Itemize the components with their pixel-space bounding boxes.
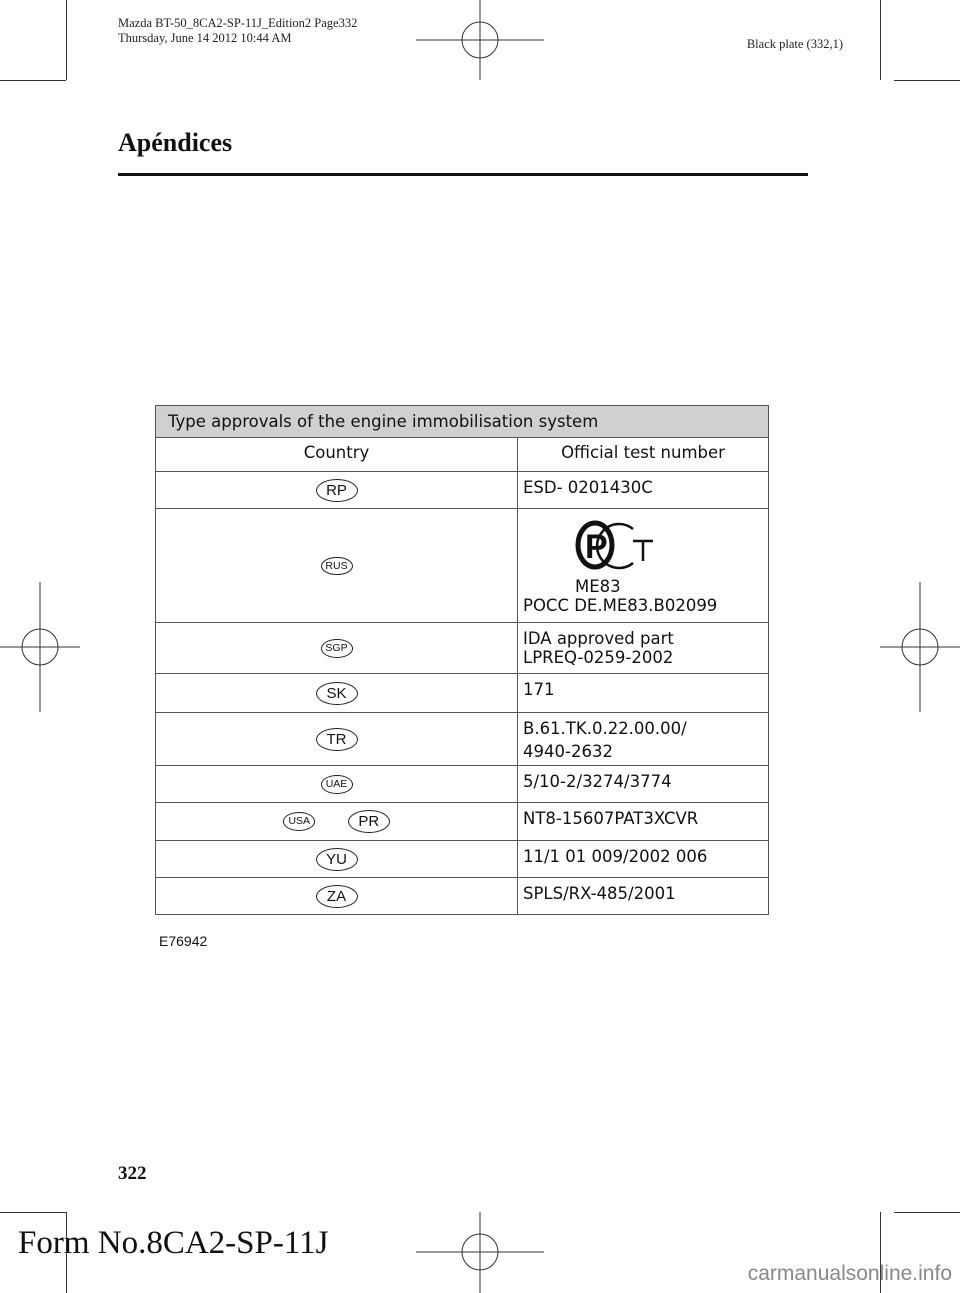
form-number: Form No.8CA2-SP-11J — [18, 1225, 329, 1261]
test-number: LPREQ-0259-2002 — [523, 648, 674, 667]
table-row — [156, 766, 769, 803]
country-code-badge: SGP — [321, 639, 353, 658]
page-number: 322 — [118, 1163, 147, 1184]
test-number: 11/1 01 009/2002 006 — [523, 847, 708, 866]
country-code-badge: RP — [316, 479, 358, 502]
plate-label: Black plate (332,1) — [746, 37, 843, 51]
test-number: POCC DE.ME83.B02099 — [523, 596, 718, 615]
section-title: Apéndices — [118, 128, 233, 157]
table-row — [156, 878, 769, 915]
figure-id: E76942 — [159, 933, 208, 949]
test-number: ESD- 0201430C — [523, 478, 653, 497]
crop-mark — [0, 1212, 66, 1213]
test-number: ME83 — [575, 577, 621, 596]
table-row — [156, 713, 769, 766]
print-info-line1: Mazda BT-50_8CA2-SP-11J_Edition2 Page332 — [118, 16, 358, 30]
type-approval-table — [155, 405, 769, 915]
test-number: NT8-15607PAT3XCVR — [523, 809, 699, 828]
gost-mark-letter: P — [585, 528, 608, 566]
country-code-badge: TR — [316, 728, 358, 751]
country-code-badge: ZA — [316, 885, 358, 908]
table-row — [156, 674, 769, 713]
country-code-badge: RUS — [321, 557, 353, 576]
test-number: 5/10-2/3274/3774 — [523, 772, 672, 791]
country-code-badge: USA — [283, 812, 315, 831]
print-info-line2: Thursday, June 14 2012 10:44 AM — [118, 31, 292, 45]
test-number: 4940-2632 — [523, 742, 613, 761]
test-number: 171 — [523, 680, 555, 699]
column-header-test-number: Official test number — [518, 438, 769, 472]
crop-mark — [880, 0, 881, 80]
table-caption: Type approvals of the engine immobilisation system — [156, 406, 769, 438]
registration-mark-left — [0, 582, 80, 712]
test-number: IDA approved part — [523, 629, 674, 648]
registration-mark-right — [880, 582, 960, 712]
table-row — [156, 841, 769, 878]
title-rule — [118, 173, 808, 176]
print-info — [118, 16, 357, 46]
country-code-badge: PR — [348, 810, 390, 833]
table-row — [156, 472, 769, 509]
test-number: SPLS/RX-485/2001 — [523, 884, 676, 903]
crop-mark — [894, 1212, 960, 1213]
test-number: B.61.TK.0.22.00.00/ — [523, 719, 687, 738]
country-code-badge: UAE — [321, 775, 353, 794]
crop-mark — [894, 80, 960, 81]
crop-mark — [0, 80, 66, 81]
registration-mark-top — [416, 0, 544, 80]
watermark: carmanualsonline.info — [747, 1262, 952, 1285]
gost-certification-mark-icon — [553, 519, 703, 577]
table-row — [156, 803, 769, 841]
country-code-badge: YU — [316, 848, 358, 871]
crop-mark — [66, 0, 67, 80]
table-row — [156, 623, 769, 674]
table-row — [156, 509, 769, 623]
country-code-badge: SK — [316, 682, 358, 705]
registration-mark-bottom — [416, 1212, 544, 1293]
column-header-country: Country — [156, 438, 518, 472]
